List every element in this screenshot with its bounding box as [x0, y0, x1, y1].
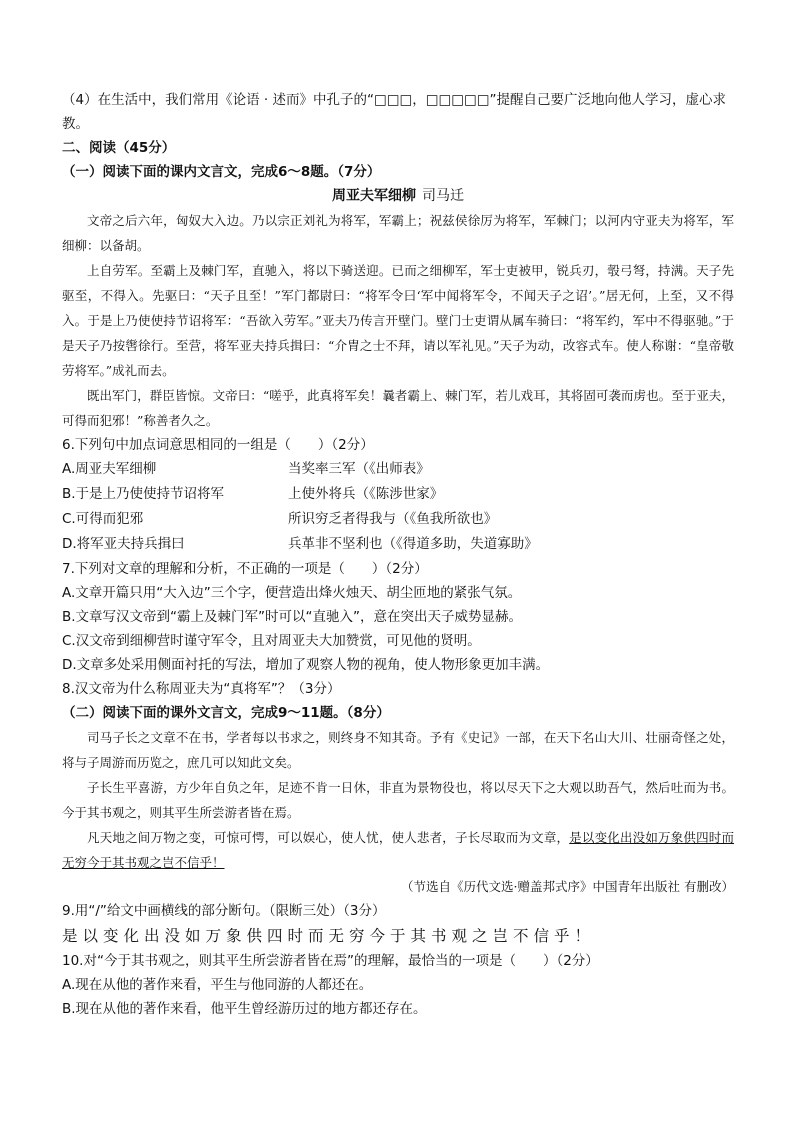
question-6-option-a	[62, 457, 734, 482]
exam-page	[62, 88, 734, 1021]
option-right: 兵革非不坚利也（《得道多助，失道寡助》	[288, 536, 538, 552]
question-10-stem: 10.对“今于其书观之，则其平生所尝游者皆在焉”的理解，最恰当的一项是（ ）（2分）	[62, 953, 599, 969]
option-right: 所识穷乏者得我与（《鱼我所欲也》	[288, 511, 498, 527]
passage2-paragraph-2: 子长生平喜游，方少年自负之年，足迹不肯一日休，非直为景物役也，将以尽天下之大观以助吾气，然后吐而为书。今于其书观之，则其平生所尝游者皆在焉。	[62, 780, 734, 820]
section-heading-reading: 二、阅读（45分）	[62, 140, 176, 156]
passage1-paragraph-3: 既出军门，群臣皆惊。文帝曰：“嗟乎，此真将军矣！曩者霸上、棘门军，若儿戏耳，其将固可袭而虏也。至于亚夫，可得而犯邪！”称善者久之。	[62, 388, 734, 428]
option-left: D.将军亚夫持兵揖曰	[62, 536, 185, 552]
question-9-sentence: 是以变化出没如万象供四时而无穷今于其书观之岂不信乎！	[62, 927, 596, 945]
question-10-option-a: A.现在从他的著作来看，平生与他同游的人都还在。	[62, 977, 373, 993]
question-6-stem: 6.下列句中加点词意思相同的一组是（ ）（2分）	[62, 437, 374, 453]
passage2-paragraph-3	[62, 825, 734, 875]
question-6-option-b	[62, 482, 734, 507]
option-right: 上使外将兵（《陈涉世家》	[288, 486, 444, 502]
option-right: 当奖率三军（《出师表》	[288, 461, 430, 477]
question-6-option-d	[62, 532, 734, 557]
underlined-sentence: 是以变化出没如万象供四时而无穷今于其书观之岂不信乎！	[62, 830, 734, 870]
question-4: （4）在生活中，我们常用《论语 · 述而》中孔子的“□□□，□□□□□”提醒自己要广泛地向他人学习，虚心求教。	[62, 92, 726, 132]
question-7-option-a: A.文章开篇只用“大入边”三个字，便营造出烽火烛天、胡尘匝地的紧张气氛。	[62, 585, 522, 601]
question-7-option-b: B.文章写汉文帝到“霸上及棘门军”时可以“直驰入”，意在突出天子威势显赫。	[62, 609, 523, 625]
question-7-stem: 7.下列对文章的理解和分析，不正确的一项是（ ）（2分）	[62, 561, 428, 577]
question-9-stem: 9.用“/”给文中画横线的部分断句。（限断三处）（3分）	[62, 903, 386, 919]
option-left: B.于是上乃使使持节诏将军	[62, 486, 225, 502]
question-7-option-c: C.汉文帝到细柳营时谨守军令，且对周亚夫大加赞赏，可见他的贤明。	[62, 633, 481, 649]
passage2-paragraph-1: 司马子长之文章不在书，学者每以书求之，则终身不知其奇。予有《史记》一部，在天下名山大川、壮丽奇怪之处，将与子周游而历览之，庶几可以知此文矣。	[62, 730, 734, 770]
question-7-option-d: D.文章多处采用侧面衬托的写法，增加了观察人物的视角，使人物形象更加丰满。	[62, 657, 550, 673]
option-left: A.周亚夫军细柳	[62, 461, 157, 477]
option-left: C.可得而犯邪	[62, 511, 144, 527]
passage2-paragraph-3-text: 凡天地之间万物之变，可惊可愕，可以娱心，使人忧，使人悲者，子长尽取而为文章，	[87, 830, 570, 845]
question-10-option-b: B.现在从他的著作来看，他平生曾经游历过的地方都还存在。	[62, 1001, 427, 1017]
passage2-source: （节选自《历代文选·赠盖邦式序》中国青年出版社 有删改）	[401, 879, 734, 894]
passage1-title-text: 周亚夫军细柳	[332, 188, 416, 204]
passage1-paragraph-2: 上自劳军。至霸上及棘门军，直驰入，将以下骑送迎。已而之细柳军，军士吏被甲，锐兵刃，彀弓弩，持满。天子先驱至，不得入。先驱曰：“天子且至！”军门都尉曰：“将军令曰‘军中闻将军令，不闻天子之诏’。”居无何，上至，又不得入。于是上乃使使持节诏将军：“吾欲入劳军。”亚夫乃传言开壁门。壁门士吏谓从属车骑曰：“将军约，军中不得驱驰。”于是天子乃按辔徐行。至营，将军亚夫持兵揖曰：“介胄之士不拜，请以军礼见。”天子为动，改容式车。使人称谢：“皇帝敬劳将军。”成礼而去。	[62, 263, 734, 378]
passage1-paragraph-1: 文帝之后六年，匈奴大入边。乃以宗正刘礼为将军，军霸上；祝兹侯徐厉为将军，军棘门；以河内守亚夫为将军，军细柳：以备胡。	[62, 213, 734, 253]
passage1-title	[62, 184, 734, 208]
part2-heading: （二）阅读下面的课外文言文，完成9～11题。（8分）	[62, 705, 390, 721]
passage1-author: 司马迁	[422, 188, 464, 204]
question-8: 8.汉文帝为什么称周亚夫为“真将军”？（3分）	[62, 681, 341, 697]
question-6-option-c	[62, 507, 734, 532]
part1-heading: （一）阅读下面的课内文言文，完成6～8题。（7分）	[62, 164, 381, 180]
